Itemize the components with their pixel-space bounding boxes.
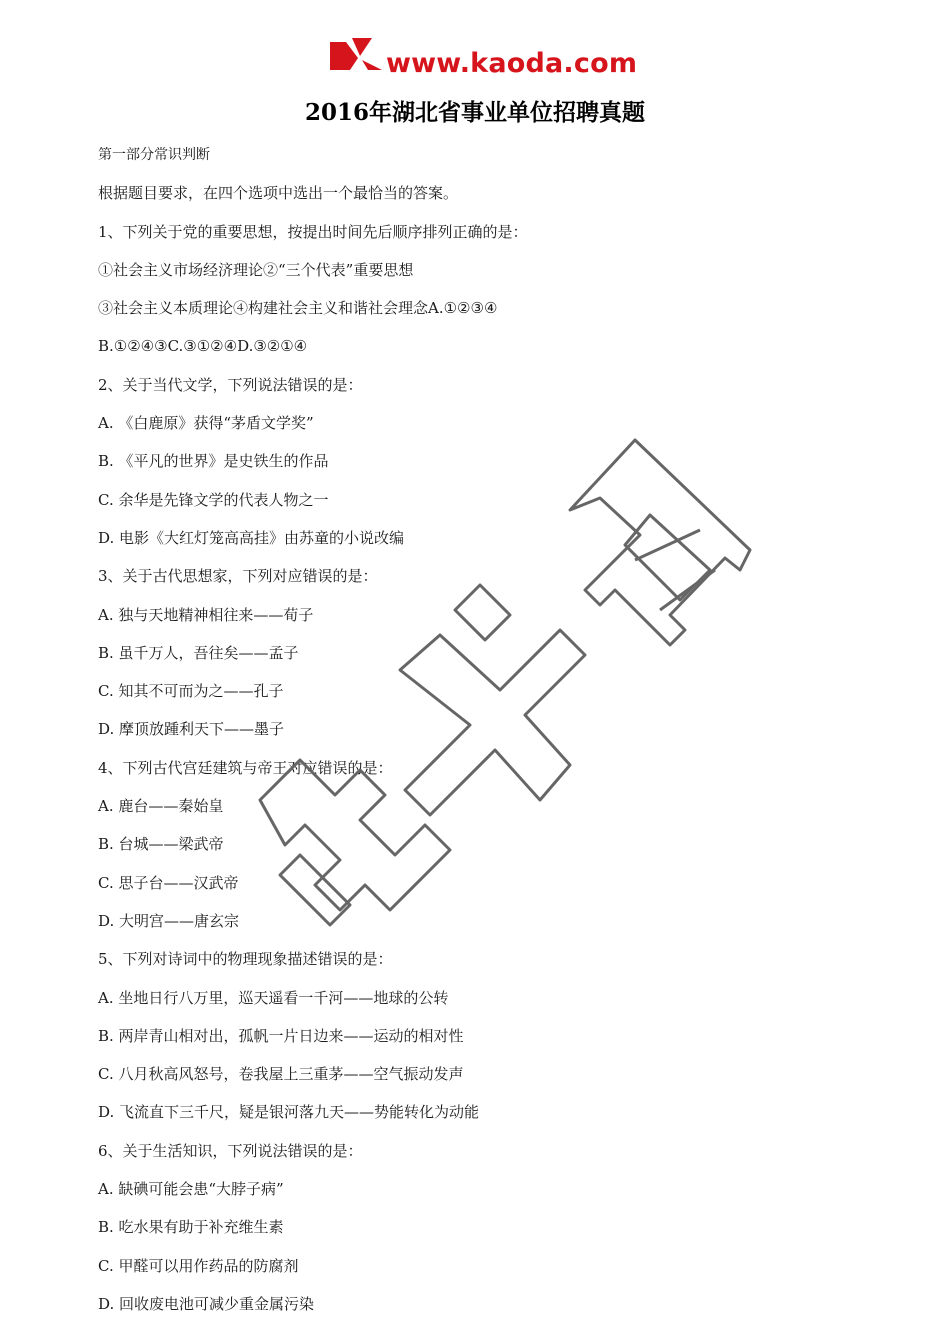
text-line: C. 八月秋高风怒号，卷我屋上三重茅——空气振动发声 <box>98 1065 464 1084</box>
text-line: B. 两岸青山相对出，孤帆一片日边来——运动的相对性 <box>98 1026 464 1045</box>
logo-text: www.kaoda.com <box>386 48 638 79</box>
text-line: D. 回收废电池可减少重金属污染 <box>98 1294 315 1313</box>
text-line: C. 思子台——汉武帝 <box>98 873 239 892</box>
text-line: 第一部分常识判断 <box>98 147 210 163</box>
text-line: ③社会主义本质理论④构建社会主义和谐社会理念A.①②③④ <box>98 299 498 318</box>
text-line: A. 鹿台——秦始皇 <box>98 797 224 816</box>
text-line: B. 《平凡的世界》是史铁生的作品 <box>98 452 329 471</box>
text-line: C. 知其不可而为之——孔子 <box>98 682 284 701</box>
kaoda-logo-icon <box>328 36 384 76</box>
text-line: C. 甲醛可以用作药品的防腐剂 <box>98 1256 299 1275</box>
text-line: 根据题目要求，在四个选项中选出一个最恰当的答案。 <box>98 184 459 203</box>
text-line: B. 台城——梁武帝 <box>98 835 224 854</box>
text-line: A. 坐地日行八万里，巡天遥看一千河——地球的公转 <box>98 988 449 1007</box>
text-line: D. 电影《大红灯笼高高挂》由苏童的小说改编 <box>98 528 405 547</box>
text-line: D. 飞流直下三千尺，疑是银河落九天——势能转化为动能 <box>98 1103 480 1122</box>
site-logo <box>328 36 648 86</box>
text-line: 5、下列对诗词中的物理现象描述错误的是： <box>98 950 393 969</box>
page-title: 2016年湖北省事业单位招聘真题 <box>304 99 645 126</box>
text-line: B. 吃水果有助于补充维生素 <box>98 1218 284 1237</box>
text-line: 4、下列古代宫廷建筑与帝王对应错误的是： <box>98 758 393 777</box>
text-line: A. 《白鹿原》获得“茅盾文学奖” <box>98 414 314 433</box>
text-line: C. 余华是先锋文学的代表人物之一 <box>98 490 329 509</box>
text-line: A. 独与天地精神相往来——荀子 <box>98 605 314 624</box>
text-line: 1、下列关于党的重要思想，按提出时间先后顺序排列正确的是： <box>98 222 528 241</box>
text-line: 6、关于生活知识，下列说法错误的是： <box>98 1141 363 1160</box>
text-line: D. 大明宫——唐玄宗 <box>98 911 240 930</box>
text-line: B.①②④③C.③①②④D.③②①④ <box>98 337 308 356</box>
text-line: 3、关于古代思想家，下列对应错误的是： <box>98 567 378 586</box>
text-line: B. 虽千万人，吾往矣——孟子 <box>98 643 299 662</box>
text-line: 2、关于当代文学，下列说法错误的是： <box>98 375 363 394</box>
text-line: D. 摩顶放踵利天下——墨子 <box>98 720 285 739</box>
document-body <box>98 143 858 1330</box>
text-line: A. 缺碘可能会患“大脖子病” <box>98 1180 284 1199</box>
text-line: ①社会主义市场经济理论②“三个代表”重要思想 <box>98 260 414 279</box>
